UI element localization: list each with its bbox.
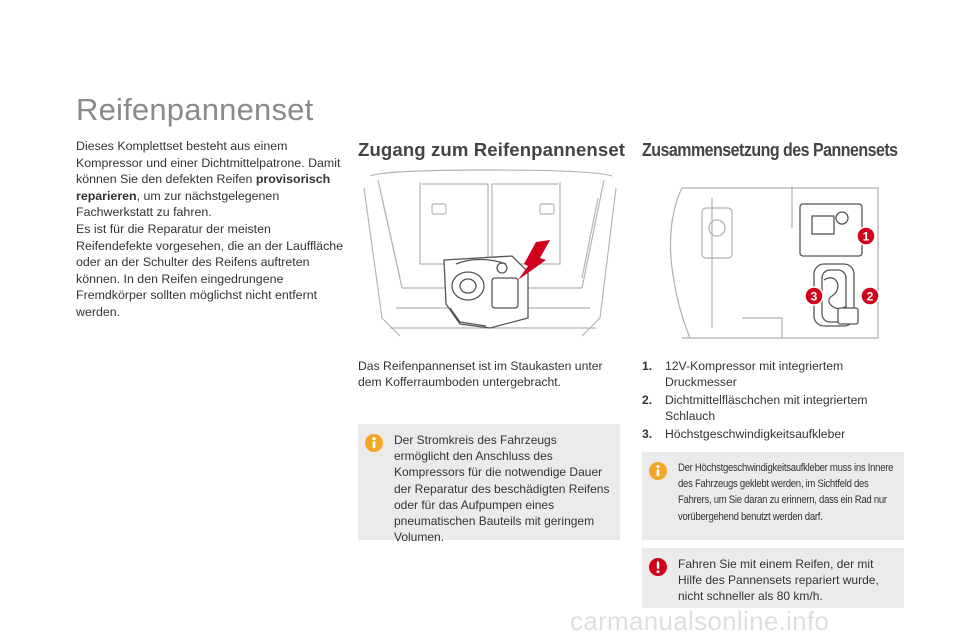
intro-bold: provisorisch reparieren bbox=[76, 172, 331, 203]
intro-paragraph-2: Es ist für die Reparatur der meisten Reifendefekte vorgesehen, die an der Lauffläche oder an der Schulter des Reifens auftreten können. In den Reifen eingedrungene Fremdkörper sollten möglichst nicht entfernt werden. bbox=[76, 221, 344, 319]
parts-item bbox=[642, 358, 904, 391]
info-note-text: Der Stromkreis des Fahrzeugs ermöglicht den Anschluss des Kompressors für die notwendige Dauer der Reparatur des beschädigten Reifens oder für das Aufpumpen eines pneumatischen Bauteils mit geringem Volumen. bbox=[394, 433, 610, 545]
intro-part-2: , um zur nächstgelegenen Fachwerkstatt zu fahren. bbox=[76, 188, 280, 220]
parts-item-text: Höchstgeschwindigkeitsaufkleber bbox=[665, 426, 846, 441]
info-icon bbox=[649, 462, 667, 480]
parts-item-text: 12V-Kompressor mit integriertem Druckmesser bbox=[665, 359, 844, 390]
parts-item-text: Dichtmittelfläschchen mit integriertem Schlauch bbox=[665, 392, 868, 424]
callout-1: 1 bbox=[862, 229, 870, 244]
info-icon bbox=[365, 434, 383, 452]
watermark: carmanualsonline.info bbox=[570, 606, 830, 636]
trunk-illustration bbox=[360, 168, 620, 338]
parts-list bbox=[642, 358, 904, 443]
parts-item bbox=[642, 426, 904, 442]
intro-paragraph-1 bbox=[76, 138, 348, 221]
warning-note-speed bbox=[642, 548, 904, 608]
warning-icon bbox=[649, 558, 667, 576]
info-note-text: Der Höchstgeschwindigkeitsaufkleber muss ins Innere des Fahrzeugs geklebt werden, im Sichtfeld des Fahrers, um Sie daran zu erinnern, dass ein Rad nur vorübergehend benutzt werden darf. bbox=[678, 462, 894, 523]
access-heading: Zugang zum Reifenpannenset bbox=[358, 139, 626, 160]
kit-illustration bbox=[642, 168, 902, 346]
parts-item-number: 3. bbox=[642, 426, 653, 441]
warning-note-text: Fahren Sie mit einem Reifen, der mit Hilfe des Pannensets repariert wurde, nicht schneller als 80 km/h. bbox=[678, 557, 879, 604]
callout-2: 2 bbox=[866, 289, 874, 304]
info-note-sticker bbox=[642, 452, 904, 540]
parts-item-number: 2. bbox=[642, 392, 653, 407]
intro-part-1: Dieses Komplettset besteht aus einem Kompressor und einer Dichtmittelpatrone. Damit können Sie den defekten Reifen bbox=[76, 139, 341, 187]
composition-heading: Zusammensetzung des Pannensets bbox=[642, 139, 898, 160]
access-text: Das Reifenpannenset ist im Staukasten unter dem Kofferraumboden untergebracht. bbox=[358, 359, 603, 390]
page-title: Reifenpannenset bbox=[76, 92, 314, 127]
parts-item bbox=[642, 392, 904, 425]
callout-3: 3 bbox=[810, 289, 818, 304]
parts-item-number: 1. bbox=[642, 359, 653, 373]
intro-text bbox=[76, 138, 348, 321]
info-note-electrical bbox=[358, 424, 620, 545]
